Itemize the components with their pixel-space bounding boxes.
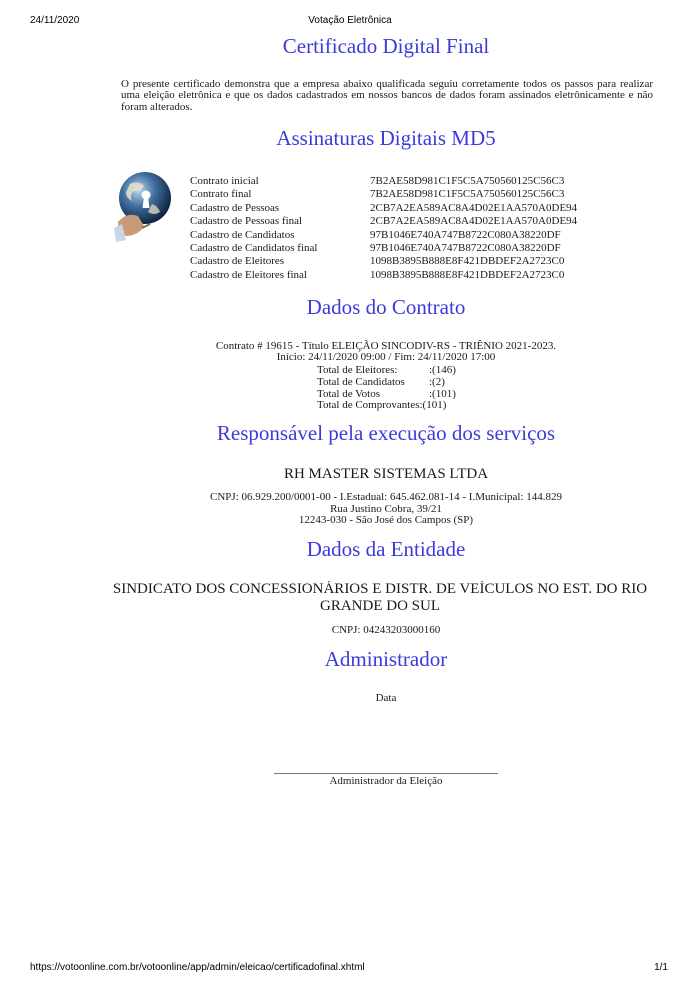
- signature-label: Cadastro de Pessoas final: [190, 215, 303, 228]
- date-label: Data: [375, 692, 397, 704]
- signature-label: Cadastro de Candidatos final: [190, 242, 318, 255]
- signature-hash: 97B1046E740A747B8722C080A38220DF: [370, 228, 561, 241]
- page-title: Certificado Digital Final: [282, 34, 490, 58]
- signatures-heading: Assinaturas Digitais MD5: [276, 126, 496, 150]
- stat-value: (101): [422, 399, 447, 412]
- signature-hash: 1098B3895B888E8F421DBDEF2A2723C0: [370, 268, 565, 281]
- entity-name-line2: GRANDE DO SUL: [320, 598, 440, 614]
- signature-row: [190, 175, 577, 188]
- signature-row: [190, 215, 577, 228]
- stat-label: Total de Comprovantes:: [317, 399, 423, 412]
- stat-label: Total de Eleitores:: [317, 364, 398, 376]
- signature-line: [274, 773, 498, 774]
- signature-hash: 2CB7A2EA589AC8A4D02E1AA570A0DE94: [370, 215, 578, 228]
- provider-ids: CNPJ: 06.929.200/0001-00 - I.Estadual: 645.462.081-14 - I.Municipal: 144.829: [210, 491, 562, 503]
- print-url: https://votoonline.com.br/votoonline/app/admin/eleicao/certificadofinal.xhtml: [30, 962, 365, 973]
- signature-label: Cadastro de Eleitores final: [190, 268, 307, 281]
- md5-signature-list: [190, 175, 577, 282]
- entity-heading: Dados da Entidade: [306, 537, 466, 561]
- stat-value: :(146): [429, 364, 456, 376]
- print-footer: [0, 962, 700, 978]
- signature-hash: 7B2AE58D981C1F5C5A750560125C56C3: [370, 188, 565, 201]
- print-header: [0, 15, 700, 31]
- stat-row: [317, 400, 456, 412]
- signature-row: [190, 188, 577, 201]
- provider-name: RH MASTER SISTEMAS LTDA: [283, 466, 489, 482]
- signature-label: Cadastro de Eleitores: [190, 255, 285, 268]
- entity-name: [90, 581, 670, 615]
- stat-label: Total de Candidatos: [317, 375, 405, 388]
- signature-caption: Administrador da Eleição: [329, 775, 443, 787]
- administrator-heading: Administrador: [324, 647, 448, 671]
- signature-label: Cadastro de Pessoas: [190, 201, 280, 214]
- contract-heading: Dados do Contrato: [306, 295, 466, 319]
- signature-hash: 97B1046E740A747B8722C080A38220DF: [370, 242, 561, 255]
- stat-label: Total de Votos: [317, 387, 380, 400]
- contract-stats: [317, 365, 456, 412]
- signature-hash: 2CB7A2EA589AC8A4D02E1AA570A0DE94: [370, 201, 578, 214]
- contract-period-line: Início: 24/11/2020 09:00 / Fim: 24/11/2020 17:00: [276, 351, 496, 363]
- signature-hash: 7B2AE58D981C1F5C5A750560125C56C3: [370, 175, 565, 187]
- signature-label: Cadastro de Candidatos: [190, 228, 295, 241]
- entity-cnpj: CNPJ: 04243203000160: [331, 624, 441, 636]
- signature-row: [190, 202, 577, 215]
- stat-value: :(2): [429, 375, 445, 388]
- print-date: 24/11/2020: [30, 15, 80, 26]
- signature-row: [190, 269, 577, 282]
- signature-hash: 1098B3895B888E8F421DBDEF2A2723C0: [370, 255, 565, 268]
- print-page-number: 1/1: [654, 962, 668, 973]
- provider-heading: Responsável pela execução dos serviços: [216, 421, 556, 445]
- stat-value: :(101): [429, 387, 456, 400]
- signature-row: [190, 229, 577, 242]
- globe-keyhole-icon: [112, 170, 172, 242]
- intro-paragraph: O presente certificado demonstra que a empresa abaixo qualificada seguiu corretamente todos os passos para realizar uma eleição eletrônica e que os dados cadastrados em nossos bancos de dados foram assinados eletrônicamente e não foram alterados.: [121, 78, 653, 113]
- provider-city: 12243-030 - São José dos Campos (SP): [298, 514, 474, 526]
- print-page-title: Votação Eletrônica: [308, 15, 392, 26]
- stat-row: [317, 377, 456, 389]
- provider-street: Rua Justino Cobra, 39/21: [330, 503, 442, 515]
- signature-label: Contrato inicial: [190, 175, 259, 187]
- signature-row: [190, 255, 577, 268]
- entity-name-line1: SINDICATO DOS CONCESSIONÁRIOS E DISTR. DE VEÍCULOS NO EST. DO RIO: [112, 581, 648, 597]
- signature-label: Contrato final: [190, 188, 252, 201]
- contract-title-line: Contrato # 19615 - Título ELEIÇÃO SINCODIV-RS - TRIÊNIO 2021-2023.: [215, 340, 557, 352]
- signature-row: [190, 242, 577, 255]
